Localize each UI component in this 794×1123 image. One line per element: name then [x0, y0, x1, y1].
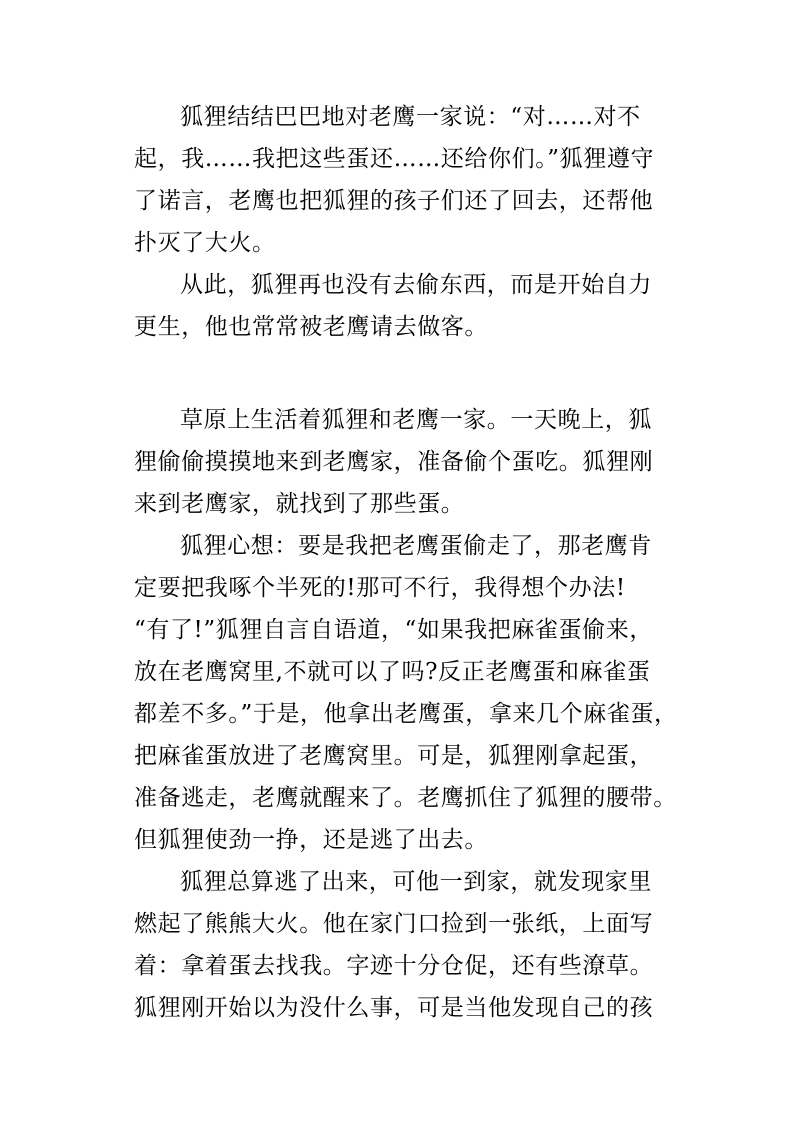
text-line: 了诺言，老鹰也把狐狸的孩子们还了回去，还帮他 [134, 188, 654, 214]
text-line: 草原上生活着狐狸和老鹰一家。一天晚上，狐 [180, 407, 652, 433]
text-line: 扑灭了大火。 [134, 230, 276, 256]
text-line: 都差不多。”于是，他拿出老鹰蛋，拿来几个麻雀蛋， [134, 701, 678, 727]
text-line: 放在老鹰窝里,不就可以了吗?反正老鹰蛋和麻雀蛋 [134, 659, 651, 685]
text-line: 燃起了熊熊大火。他在家门口捡到一张纸，上面写 [134, 911, 654, 937]
text-line: 狐狸结结巴巴地对老鹰一家说：“对……对不 [180, 104, 641, 130]
text-line: 来到老鹰家，就找到了那些蛋。 [134, 491, 465, 517]
text-line: 定要把我啄个半死的!那可不行，我得想个办法! [134, 575, 626, 601]
text-line: 但狐狸使劲一挣，还是逃了出去。 [134, 827, 488, 853]
text-line: “有了!”狐狸自言自语道，“如果我把麻雀蛋偷来， [134, 617, 653, 643]
text-line: 狸偷偷摸摸地来到老鹰家，准备偷个蛋吃。狐狸刚 [134, 449, 654, 475]
text-line: 准备逃走，老鹰就醒来了。老鹰抓住了狐狸的腰带。 [134, 785, 677, 811]
text-line: 狐狸心想：要是我把老鹰蛋偷走了，那老鹰肯 [180, 533, 652, 559]
text-line: 狐狸总算逃了出来，可他一到家，就发现家里 [180, 869, 652, 895]
text-line: 更生，他也常常被老鹰请去做客。 [134, 314, 488, 340]
text-line: 狐狸刚开始以为没什么事，可是当他发现自己的孩 [134, 995, 654, 1021]
text-line: 起，我……我把这些蛋还……还给你们。”狐狸遵守 [134, 146, 655, 172]
text-line: 着：拿着蛋去找我。字迹十分仓促，还有些潦草。 [134, 953, 654, 979]
text-line: 把麻雀蛋放进了老鹰窝里。可是，狐狸刚拿起蛋， [134, 743, 654, 769]
text-line: 从此，狐狸再也没有去偷东西，而是开始自力 [180, 272, 652, 298]
